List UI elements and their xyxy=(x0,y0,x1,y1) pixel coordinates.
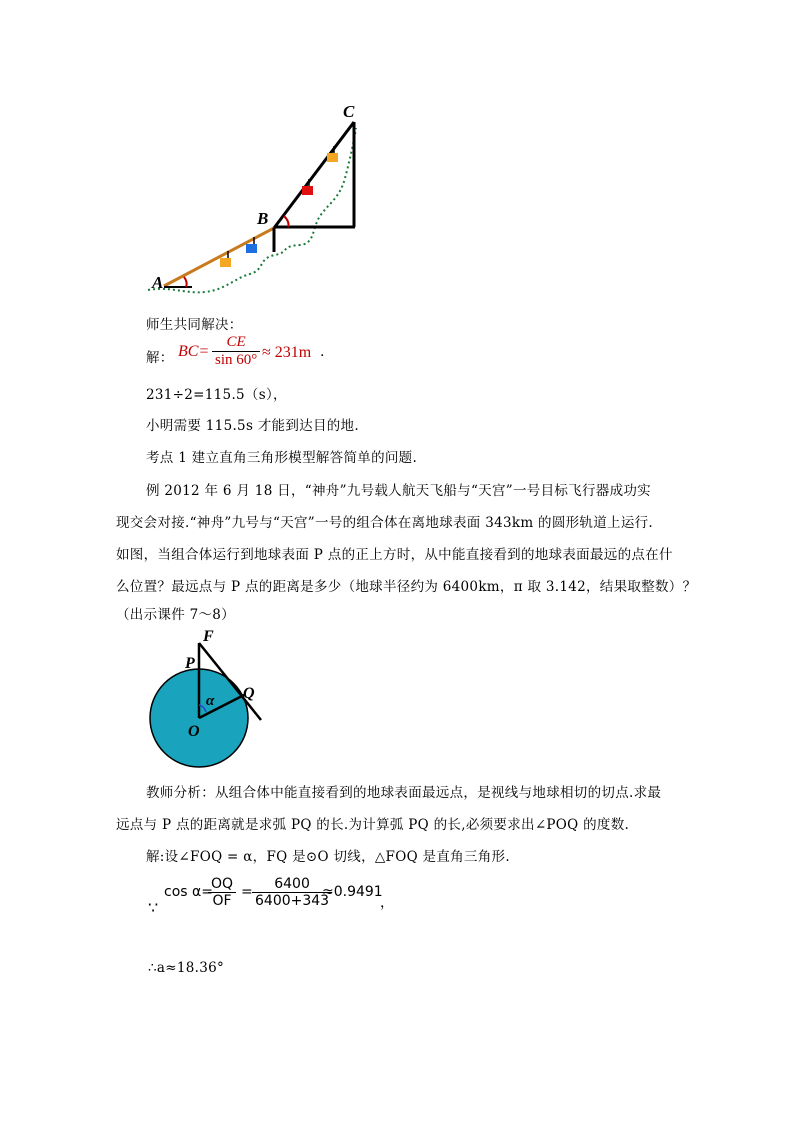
label-p: P xyxy=(185,655,195,672)
block-red xyxy=(302,186,313,195)
fraction-denominator: sin 60° xyxy=(215,352,258,368)
frac-of: OF xyxy=(212,893,232,909)
conclusion-line: 小明需要 115.5s 才能到达目的地. xyxy=(146,418,359,434)
label-f: F xyxy=(203,628,214,645)
cos-prefix: cos α= xyxy=(164,884,213,900)
solution-fraction xyxy=(212,334,260,369)
solution-rhs: ≈ 231m xyxy=(262,344,312,361)
heading-joint-solve: 师生共同解决： xyxy=(146,317,243,333)
therefore-line: ∴a≈18.36° xyxy=(148,960,225,976)
slope-ab xyxy=(164,228,274,286)
example-line-5: （出示课件 7～8） xyxy=(116,607,235,623)
approx-value: ≈0.9491 xyxy=(322,884,383,900)
angle-arc-b xyxy=(284,216,289,227)
frac-6400 xyxy=(252,876,332,909)
solution-dot: . xyxy=(320,344,325,360)
trailing-comma: ， xyxy=(380,895,394,911)
label-b: B xyxy=(257,209,269,228)
solution-prefix: 解： xyxy=(146,350,174,366)
angle-arc-a xyxy=(184,277,187,287)
example-line-1: 例 2012 年 6 月 18 日，“神舟”九号载人航天飞船与“天宫”一号目标飞行器成功实 xyxy=(146,483,651,499)
label-a: A xyxy=(152,273,164,292)
calc-line: 231÷2=115.5（s）， xyxy=(146,387,287,403)
frac-6400-den: 6400+343 xyxy=(255,893,330,909)
label-q: Q xyxy=(243,685,255,702)
label-o: O xyxy=(188,723,200,740)
fraction-numerator: CE xyxy=(212,334,260,352)
frac-6400-num: 6400 xyxy=(252,876,332,893)
analysis-line-2: 远点与 P 点的距离就是求弧 PQ 的长.为计算弧 PQ 的长,必须要求出∠POQ 的度数. xyxy=(116,817,630,833)
label-alpha: α xyxy=(206,693,215,709)
frac-oq-of xyxy=(208,876,236,909)
example-line-3: 如图，当组合体运行到地球表面 P 点的正上方时，从中能直接看到的地球表面最远的点在什 xyxy=(116,547,673,563)
equals-sign: = xyxy=(241,884,253,900)
block-blue xyxy=(246,244,257,253)
terrain-dotted-line xyxy=(148,128,356,292)
analysis-line-1: 教师分析：从组合体中能直接看到的地球表面最远点，是视线与地球相切的切点.求最 xyxy=(146,785,662,801)
block-orange-low xyxy=(220,258,231,267)
kaodian-line: 考点 1 建立直角三角形模型解答简单的问题. xyxy=(146,450,418,466)
example-line-2: 现交会对接.“神舟”九号与“天宫”一号的组合体在离地球表面 343km 的圆形轨道上运行. xyxy=(116,515,654,531)
earth-figure xyxy=(140,625,280,775)
solution-lhs: BC= xyxy=(178,343,210,360)
slope-bc xyxy=(274,122,354,228)
label-c: C xyxy=(343,102,355,121)
because-symbol: ∵ xyxy=(148,898,159,917)
block-orange-high xyxy=(327,153,338,162)
example-line-4: 么位置？最远点与 P 点的距离是多少（地球半径约为 6400km，π 取 3.142，结果取整数）？ xyxy=(116,579,697,595)
slope-figure xyxy=(140,100,370,300)
solution-line: 解:设∠FOQ = α，FQ 是⊙O 切线，△FOQ 是直角三角形. xyxy=(146,849,510,865)
frac-oq: OQ xyxy=(208,876,236,893)
